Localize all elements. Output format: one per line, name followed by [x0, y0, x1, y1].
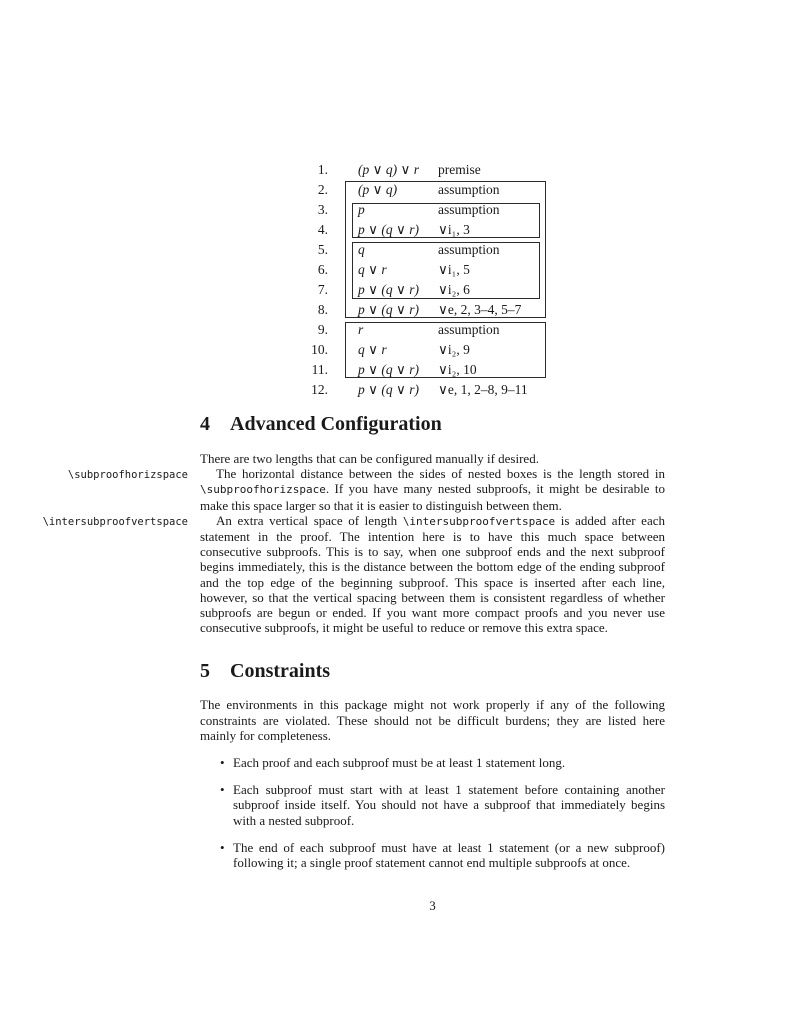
proof-line-number: 1. [317, 162, 328, 177]
bullet-icon: • [220, 755, 225, 771]
proof-formula: p ∨ (q ∨ r) [358, 362, 420, 377]
proof-justification: ∨i₁, 5 [438, 262, 470, 277]
proof-justification: assumption [438, 242, 500, 257]
proof-table [300, 160, 570, 400]
proof-line-number: 6. [317, 262, 328, 277]
proof-line-number: 7. [317, 282, 328, 297]
section-5-number: 5 [200, 660, 210, 683]
paragraph-text: An extra vertical space of length [216, 512, 403, 528]
bullet-icon: • [220, 839, 225, 855]
paragraph-constraints-intro: The environments in this package might not work properly if any of the following constraints are violated. These should not be difficult burdens; they are listed here mainly for completeness. [200, 697, 665, 743]
margin-note-subproofhorizspace: \subproofhorizspace [67, 469, 188, 482]
inline-code-subproofhorizspace: \subproofhorizspace [200, 483, 326, 497]
section-4-number: 4 [200, 413, 210, 435]
proof-justification: ∨i₁, 3 [438, 222, 470, 237]
proof-line-number: 10. [311, 342, 328, 357]
proof-line-number: 5. [317, 242, 328, 257]
proof-row [300, 340, 570, 360]
paragraph-text: The horizontal distance between the sides of nested boxes is the length stored in [216, 466, 665, 482]
proof-row [300, 280, 570, 300]
proof-justification: premise [438, 162, 481, 177]
proof-line-number: 11. [311, 362, 328, 377]
proof-formula: q ∨ r [358, 262, 387, 277]
proof-formula: (p ∨ q) ∨ r [358, 162, 420, 177]
proof-row [300, 300, 570, 320]
proof-justification: ∨i₂, 9 [438, 342, 470, 357]
proof-line-number: 12. [311, 382, 328, 397]
proof-formula: p ∨ (q ∨ r) [358, 282, 420, 297]
proof-justification: ∨i₂, 10 [438, 362, 477, 377]
proof-row [300, 320, 570, 340]
paragraph-intro-lengths: There are two lengths that can be configured manually if desired. [200, 451, 539, 466]
proof-line-number: 4. [317, 222, 328, 237]
page-number: 3 [429, 898, 436, 913]
proof-justification: ∨i₂, 6 [438, 282, 470, 297]
margin-note-intersubproofvertspace: \intersubproofvertspace [42, 515, 188, 528]
proof-row [300, 240, 570, 260]
paragraph-text: is added after each statement in the proof. The intention here is to have this much space between consecutive subproofs. This is to say, when one subproof ends and the next subproof begins immediately, this is the distance between the bottom edge of the ending subproof and the top edge of the beginning subproof. This space is inserted after each line, however, so that the vertical spacing between them is consistent regardless of whether subproofs are begun or ended. If you want more compact proofs and you never use consecutive subproofs, it might be useful to reduce or remove this extra space. [200, 512, 665, 636]
proof-row [300, 220, 570, 240]
proof-row [300, 360, 570, 380]
proof-justification: assumption [438, 182, 500, 197]
bullet-text: Each subproof must start with at least 1 statement before containing another subproof inside itself. You should not have a subproof that immediately begins with a nested subproof. [233, 782, 665, 828]
section-4-title: Advanced Configuration [230, 413, 442, 435]
proof-line-number: 3. [317, 202, 328, 217]
proof-justification: assumption [438, 322, 500, 337]
proof-justification: ∨e, 2, 3–4, 5–7 [438, 302, 522, 317]
proof-justification: ∨e, 1, 2–8, 9–11 [438, 382, 528, 397]
proof-formula: q [358, 242, 365, 257]
paragraph-intersubproofvertspace [42, 512, 665, 636]
proof-formula: p ∨ (q ∨ r) [358, 382, 420, 397]
main-text-column [42, 412, 665, 871]
section-5-title: Constraints [230, 660, 331, 683]
proof-formula: p ∨ (q ∨ r) [358, 222, 420, 237]
proof-formula: p ∨ (q ∨ r) [358, 302, 420, 317]
paragraph-text: . If you have many nested subproofs, it might be desirable to make this space larger so that it is easier to distinguish between them. [200, 481, 665, 513]
proof-line-number: 8. [317, 302, 328, 317]
bullet-item [220, 782, 665, 828]
proof-row [300, 380, 570, 400]
proof-line-number: 9. [317, 322, 328, 337]
proof-row [300, 180, 570, 200]
paragraph-subproofhorizspace [67, 466, 665, 513]
proof-formula: p [358, 202, 365, 217]
bullet-item [220, 755, 665, 771]
bullet-text: Each proof and each subproof must be at least 1 statement long. [233, 755, 566, 771]
proof-row [300, 260, 570, 280]
section-4-heading [200, 412, 665, 436]
bullet-list [200, 755, 665, 870]
proof-line-number: 2. [317, 182, 328, 197]
bullet-icon: • [220, 782, 225, 798]
inline-code-intersubproofvertspace: \intersubproofvertspace [402, 514, 556, 528]
proof-formula: r [358, 322, 364, 337]
bullet-text: The end of each subproof must have at least 1 statement (or a new subproof) following it; a single proof statement cannot end multiple subproofs at once. [233, 839, 665, 871]
proof-formula: q ∨ r [358, 342, 387, 357]
proof-justification: assumption [438, 202, 500, 217]
bullet-item [220, 839, 665, 871]
proof-row [300, 200, 570, 220]
section-5-heading [200, 659, 665, 683]
proof-row [300, 160, 570, 180]
proof-formula: (p ∨ q) [358, 182, 398, 197]
